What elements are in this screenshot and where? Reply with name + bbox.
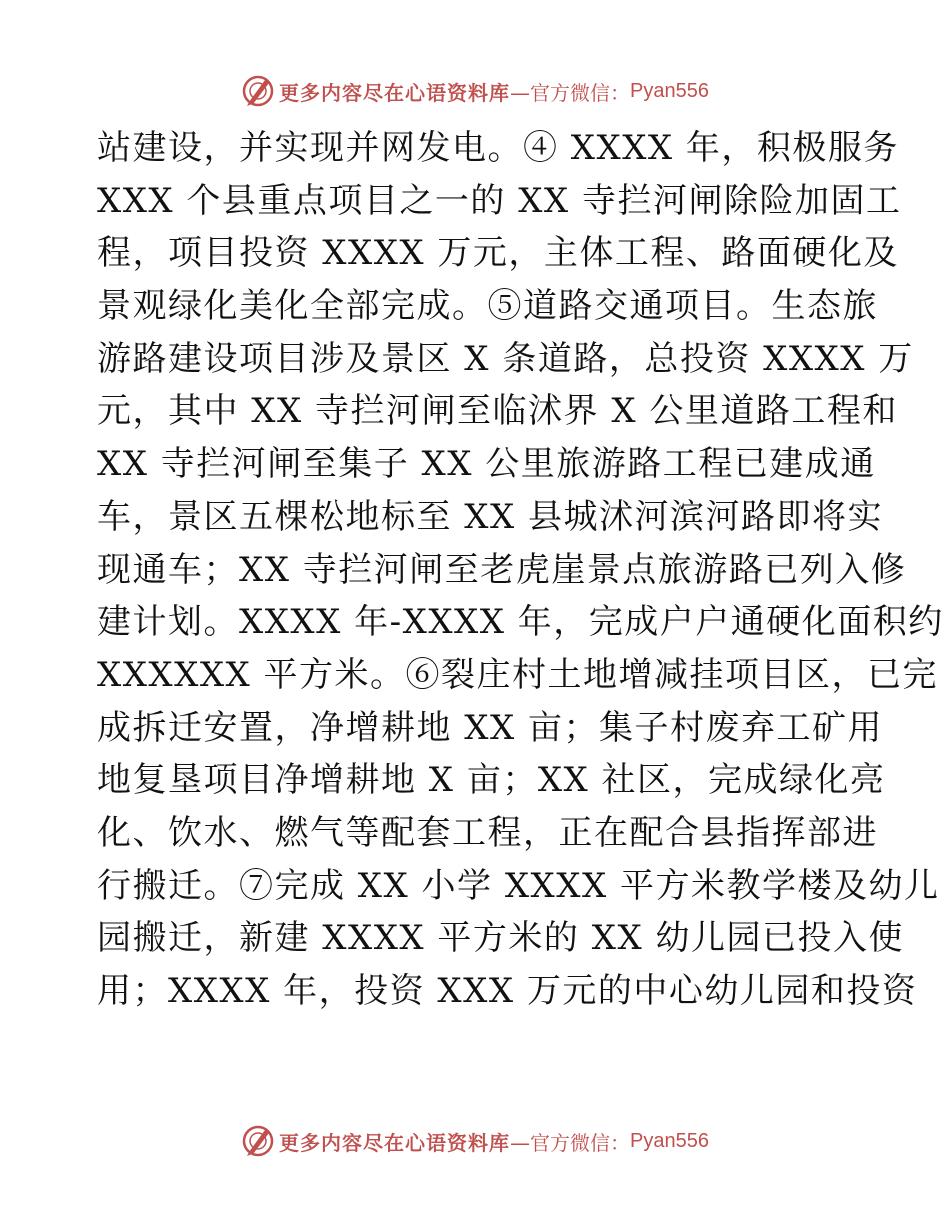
pen-logo-icon — [241, 1124, 275, 1158]
body-line: 景观绿化美化全部完成。⑤道路交通项目。生态旅 — [97, 286, 878, 327]
body-line: 地复垦项目净增耕地 X 亩；XX 社区，完成绿化亮 — [97, 760, 886, 801]
body-line: 现通车；XX 寺拦河闸至老虎崖景点旅游路已列入修 — [97, 549, 907, 590]
body-line: XX 寺拦河闸至集子 XX 公里旅游路工程已建成通 — [97, 444, 876, 485]
footer-banner-text: 更多内容尽在心语资料库 — [279, 1130, 511, 1155]
footer-watermark-banner — [0, 1121, 950, 1161]
header-banner-separator: —官方微信： — [510, 80, 631, 105]
footer-wechat-id: Pyan556 — [630, 1129, 709, 1152]
body-line: 用；XXXX 年，投资 XXX 万元的中心幼儿园和投资 — [97, 971, 918, 1011]
footer-banner-separator: —官方微信： — [510, 1130, 631, 1155]
body-line: XXX 个县重点项目之一的 XX 寺拦河闸除险加固工 — [97, 180, 902, 221]
body-line: 建计划。XXXX 年-XXXX 年，完成户户通硬化面积约 — [97, 602, 944, 643]
body-line: 站建设，并实现并网发电。④ XXXX 年，积极服务 — [97, 128, 899, 168]
body-line: XXXXXX 平方米。⑥裂庄村土地增减挂项目区，已完 — [97, 654, 939, 695]
body-line: 车，景区五棵松地标至 XX 县城沭河滨河路即将实 — [97, 496, 884, 537]
header-banner-text: 更多内容尽在心语资料库 — [279, 80, 511, 105]
pen-logo-icon — [241, 74, 275, 108]
body-line: 化、饮水、燃气等配套工程，正在配合县指挥部进 — [97, 812, 878, 853]
header-wechat-id: Pyan556 — [630, 79, 709, 102]
header-watermark-banner — [0, 71, 950, 111]
body-line: 行搬迁。⑦完成 XX 小学 XXXX 平方米教学楼及幼儿 — [97, 865, 940, 906]
body-line: 成拆迁安置，净增耕地 XX 亩；集子村废弃工矿用 — [97, 707, 884, 748]
body-line: 程，项目投资 XXXX 万元，主体工程、路面硬化及 — [97, 233, 899, 274]
body-line: 元，其中 XX 寺拦河闸至临沭界 X 公里道路工程和 — [97, 391, 898, 432]
body-line: 园搬迁，新建 XXXX 平方米的 XX 幼儿园已投入使 — [97, 918, 904, 959]
body-line: 游路建设项目涉及景区 X 条道路，总投资 XXXX 万 — [97, 338, 914, 379]
document-body — [97, 122, 944, 1018]
